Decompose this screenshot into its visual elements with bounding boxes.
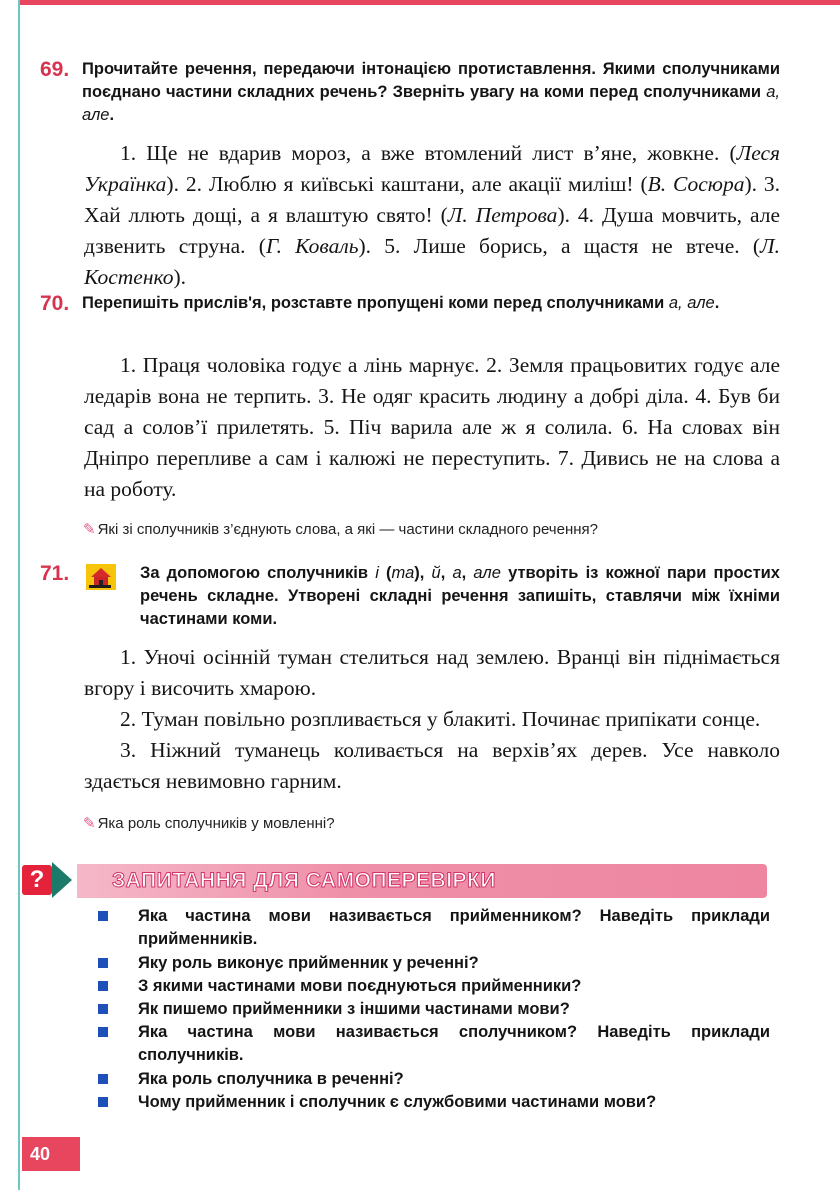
sentence-text: ). <box>173 265 187 289</box>
bullet-icon <box>98 1074 108 1084</box>
sentence-text: 1. Ще не вдарив мороз, а вже втомлений лист в’яне, жовкне. ( <box>120 141 737 165</box>
bullet-icon <box>98 981 108 991</box>
review-question: Яка роль сполучника в реченні? <box>98 1068 770 1091</box>
exercise-number: 70. <box>40 292 70 315</box>
bullet-icon <box>98 1097 108 1107</box>
exercise-hint: ✎ Яка роль сполучників у мовленні? <box>83 815 335 832</box>
review-question: Чому прийменник і сполучник є службовими частинами мови? <box>98 1091 770 1114</box>
pencil-hint-icon: ✎ <box>83 815 96 832</box>
pair-3: 3. Ніжний туманець коливається на верхів’ях дерев. Усе навколо здається невимовно гарним. <box>84 738 780 793</box>
bullet-icon <box>98 911 108 921</box>
author-attribution: В. Сосюра <box>647 172 745 196</box>
exercise-number: 69. <box>40 58 70 81</box>
review-question: Яку роль виконує прийменник у реченні? <box>98 952 770 975</box>
sentences-paragraph <box>84 138 780 293</box>
review-question: З якими частинами мови поєднуються прийменники? <box>98 975 770 998</box>
author-attribution: Г. Коваль <box>265 234 359 258</box>
question-icon: ? <box>22 865 52 895</box>
exercise-text <box>84 138 780 293</box>
sentence-text: ). 3. Хай ллють дощі, а я влаштую свято! ( <box>84 172 780 227</box>
review-question: Як пишемо прийменники з іншими частинами мови? <box>98 998 770 1021</box>
exercise-text <box>84 350 780 505</box>
house-homework-icon <box>86 564 116 590</box>
review-question: Яка частина мови називається прийменником? Наведіть приклади прийменників. <box>98 905 770 951</box>
exercise-text <box>84 642 780 797</box>
left-margin-line <box>18 0 20 1190</box>
exercise-task: Перепишіть прислів'я, розставте пропущені коми перед сполучниками а, але. <box>82 294 720 312</box>
sentence-text: ). 4. Душа мовчить, але дзвенить струна. ( <box>84 203 780 258</box>
author-attribution: Л. Петрова <box>447 203 558 227</box>
sentence-text: ). 2. Люблю я київські каштани, але акації миліш! ( <box>166 172 648 196</box>
top-border <box>18 0 840 5</box>
bullet-icon <box>98 958 108 968</box>
pencil-hint-icon: ✎ <box>83 521 96 538</box>
exercise-number: 71. <box>40 562 70 585</box>
exercise-hint: ✎ Які зі сполучників з’єднують слова, а які — частини складного речення? <box>83 521 598 538</box>
review-questions <box>98 905 770 1114</box>
exercise-task: Прочитайте речення, передаючи інтонацією протиставлення. Якими сполучниками поєднано частини складних речень? Зверніть увагу на коми перед сполучниками а, але. <box>82 60 780 124</box>
banner-arrow <box>52 862 72 898</box>
review-banner <box>22 862 767 902</box>
bullet-icon <box>98 1004 108 1014</box>
exercise-task: За допомогою сполучників і (та), й, а, але утворіть із кожної пари простих речень складне. Утворені складні речення запишіть, ставлячи між їхніми частинами коми. <box>140 564 780 628</box>
author-attribution: Л. Костенко <box>84 234 780 289</box>
sentence-text: ). 5. Лише борись, а щастя не втече. ( <box>358 234 761 258</box>
author-attribution: Леся Українка <box>84 141 780 196</box>
bullet-icon <box>98 1027 108 1037</box>
pair-1: 1. Уночі осінній туман стелиться над землею. Вранці він піднімається вгору і височить хмарою. <box>84 645 780 700</box>
review-title: ЗАПИТАННЯ ДЛЯ САМОПЕРЕВІРКИ <box>112 869 496 892</box>
review-question: Яка частина мови називається сполучником? Наведіть приклади сполучників. <box>98 1021 770 1067</box>
page-number: 40 <box>22 1137 80 1171</box>
proverbs-paragraph: 1. Праця чоловіка годує а лінь марнує. 2. Земля працьовитих годує але ледарів вона не терпить. 3. Не одяг красить людину а добрі діла. 4. Був би сад а солов’ї прилетять. 5. Піч варила але ж я солила. 6. На словах він Дніпро перепливе а сам і калюжі не переступить. 7. Дивись не на слова а на роботу. <box>84 353 780 501</box>
pair-2: 2. Туман повільно розпливається у блакиті. Починає припікати сонце. <box>120 707 761 731</box>
